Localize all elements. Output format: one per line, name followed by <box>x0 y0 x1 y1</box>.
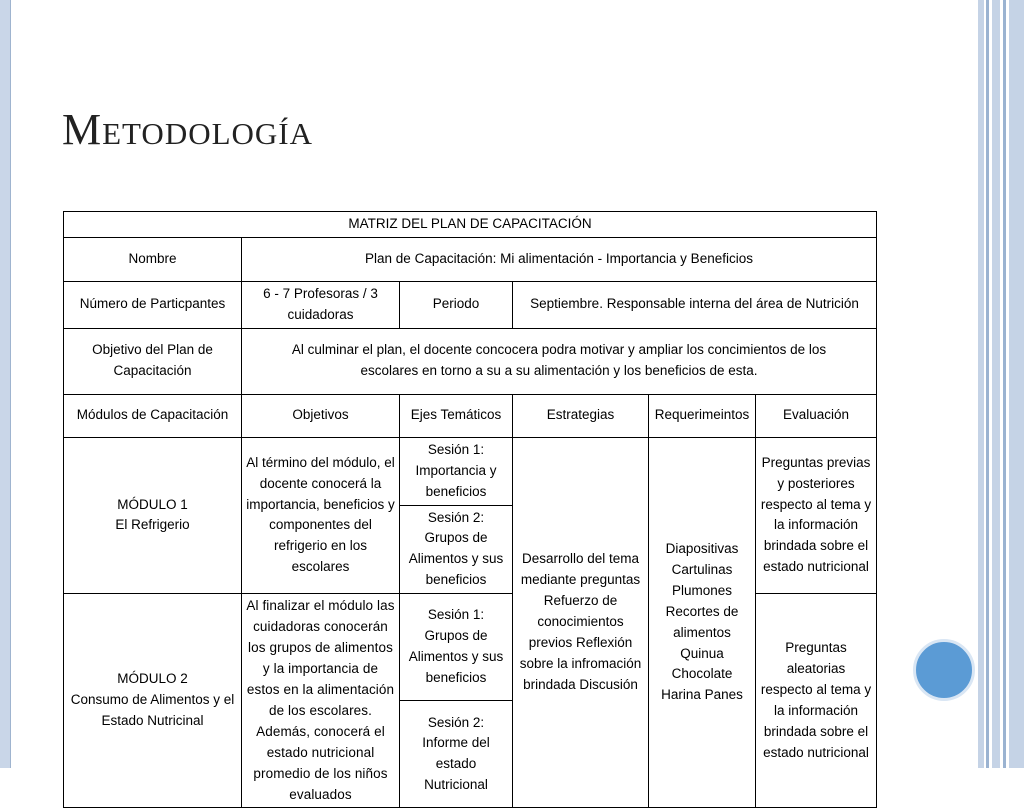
participants-value: 6 - 7 Profesoras / 3 cuidadoras <box>242 281 400 328</box>
module-1-subtitle: El Refrigerio <box>115 517 190 533</box>
column-header-strategies: Estrategias <box>513 394 649 437</box>
period-value: Septiembre. Responsable interna del área de Nutrición <box>513 281 877 328</box>
strategies-cell: Desarrollo del tema mediante preguntas Refuerzo de conocimientos previos Reflexión sobre la infromación brindada Discusión <box>513 437 649 808</box>
module-2-subtitle: Consumo de Alimentos y el Estado Nutricinal <box>70 692 235 729</box>
right-decorative-stripe <box>992 0 1000 768</box>
module-1-evaluation: Preguntas previas y posteriores respecto al tema y la información brindada sobre el estado nutricional <box>756 437 877 593</box>
training-plan-matrix <box>63 211 877 808</box>
name-label: Nombre <box>64 237 242 281</box>
module-1-cell <box>64 437 242 593</box>
module-2-cell <box>64 594 242 808</box>
module-2-evaluation: Preguntas aleatorias respecto al tema y la información brindada sobre el estado nutricional <box>756 594 877 808</box>
module-1-session-2: Sesión 2: Grupos de Alimentos y sus beneficios <box>400 505 513 594</box>
column-header-objectives: Objetivos <box>242 394 400 437</box>
right-decorative-stripe <box>1003 0 1006 768</box>
column-header-requirements: Requerimeintos <box>649 394 756 437</box>
name-value: Plan de Capacitación: Mi alimentación - Importancia y Beneficios <box>242 237 877 281</box>
slide-title: Metodología <box>62 105 314 154</box>
module-2-session-2: Sesión 2: Informe del estado Nutricional <box>400 701 513 808</box>
column-header-evaluation: Evaluación <box>756 394 877 437</box>
module-2-session-1: Sesión 1: Grupos de Alimentos y sus beneficios <box>400 594 513 701</box>
matrix-header: MATRIZ DEL PLAN DE CAPACITACIÓN <box>64 212 877 238</box>
objective-value: Al culminar el plan, el docente concocera podra motivar y ampliar los concimientos de los escolares en torno a su a su alimentación y los beneficios de esta. <box>242 328 877 394</box>
period-label: Periodo <box>400 281 513 328</box>
module-1-name: MÓDULO 1 <box>117 496 188 512</box>
left-frame-border <box>0 0 11 768</box>
column-header-themes: Ejes Temáticos <box>400 394 513 437</box>
column-header-modules: Módulos de Capacitación <box>64 394 242 437</box>
right-decorative-stripe <box>978 0 984 768</box>
requirements-cell: Diapositivas Cartulinas Plumones Recortes de alimentos Quinua Chocolate Harina Panes <box>649 437 756 808</box>
module-2-objective: Al finalizar el módulo las cuidadoras conocerán los grupos de alimentos y la importancia de estos en la alimentación de los escolares. Además, conocerá el estado nutricional promedio de los niños evaluados <box>242 594 400 808</box>
module-1-session-1: Sesión 1: Importancia y beneficios <box>400 437 513 505</box>
objective-label: Objetivo del Plan de Capacitación <box>64 328 242 394</box>
decorative-circle <box>913 639 975 701</box>
module-2-name: MÓDULO 2 <box>117 671 188 687</box>
participants-label: Número de Particpantes <box>64 281 242 328</box>
module-1-objective: Al término del módulo, el docente conocerá la importancia, beneficios y componentes del refrigerio en los escolares <box>242 437 400 593</box>
right-decorative-stripe <box>986 0 989 768</box>
right-decorative-stripe <box>1009 0 1024 768</box>
